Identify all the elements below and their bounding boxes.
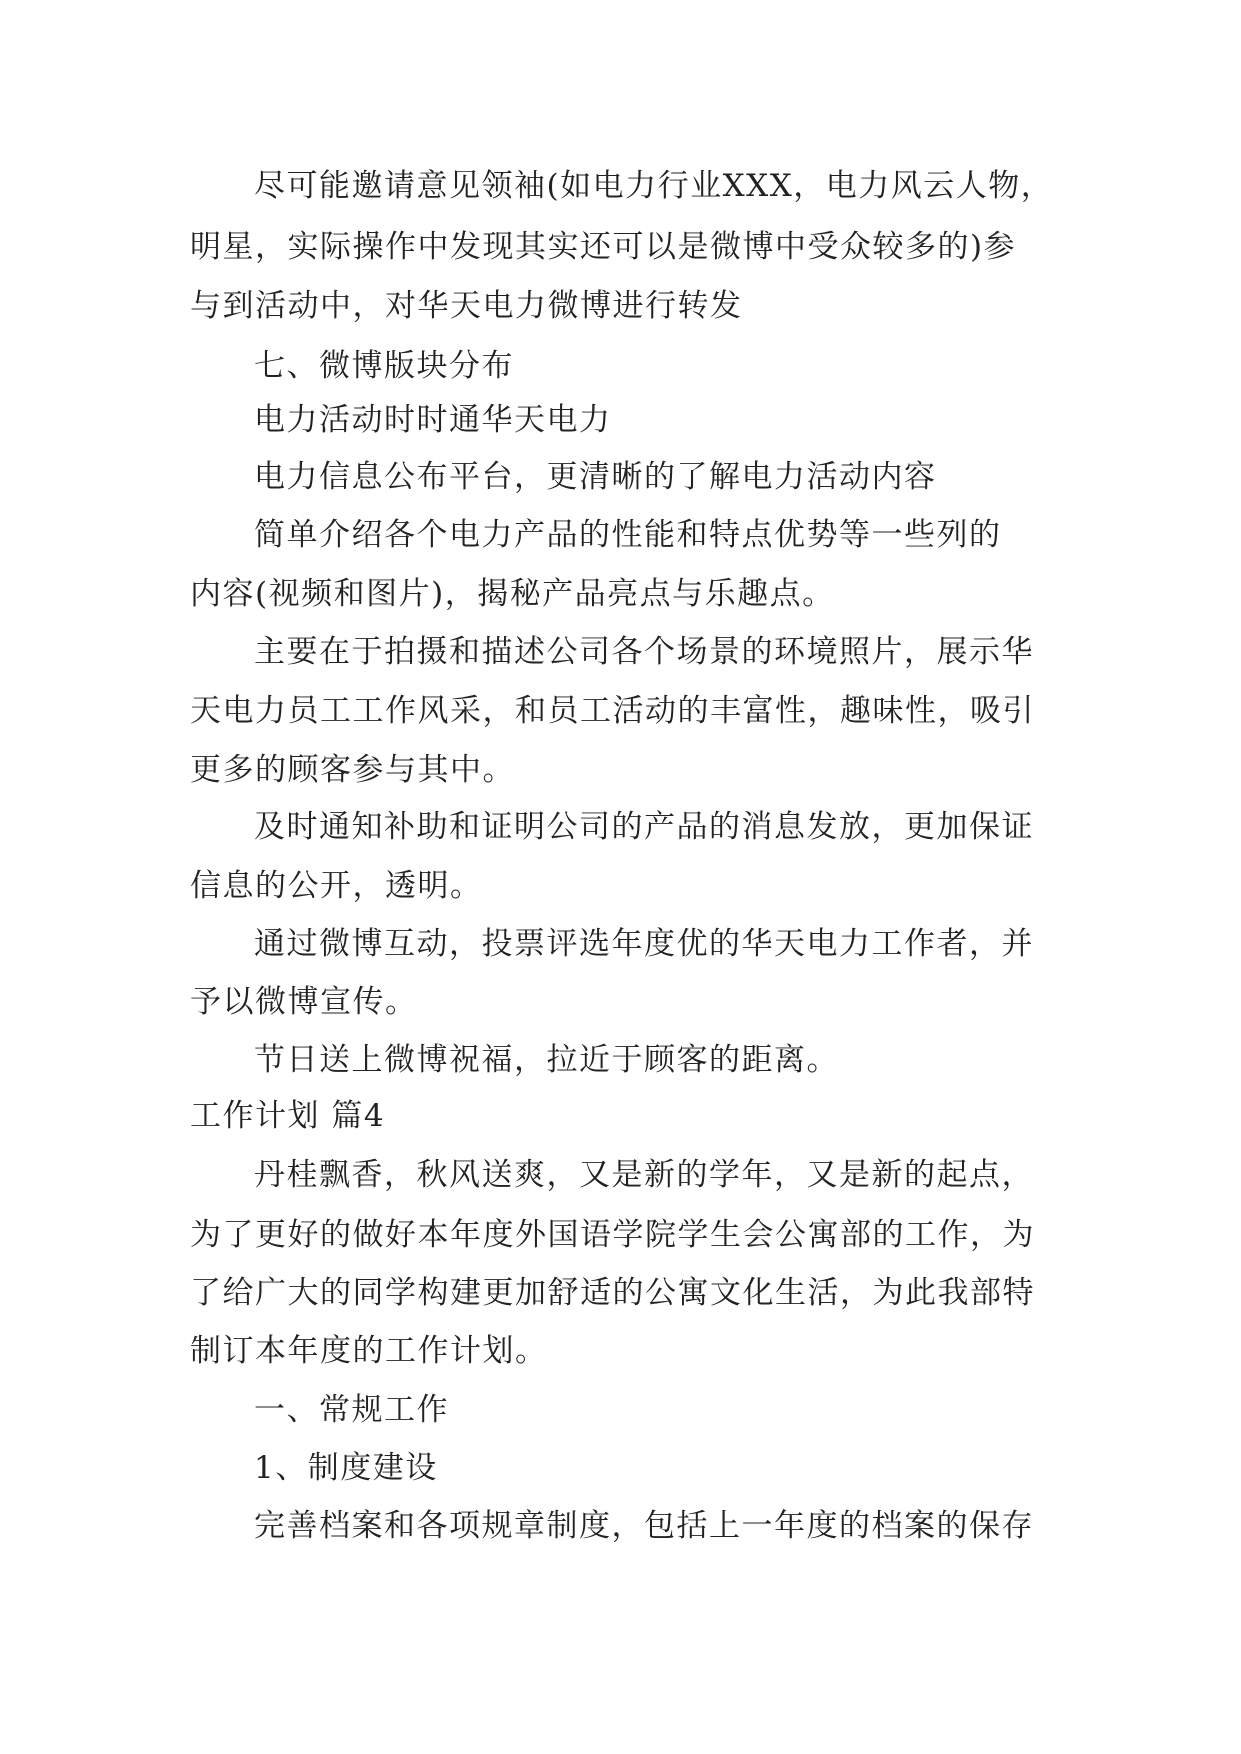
paragraph-line: 通过微博互动，投票评选年度优的华天电力工作者，并 — [254, 926, 1034, 962]
section-title: 工作计划 篇4 — [190, 1098, 386, 1134]
paragraph-line: 更多的顾客参与其中。 — [190, 752, 515, 788]
subsection-heading: 1、制度建设 — [254, 1450, 438, 1486]
paragraph-line: 了给广大的同学构建更加舒适的公寓文化生活，为此我部特 — [190, 1275, 1035, 1311]
paragraph-line: 内容(视频和图片)，揭秘产品亮点与乐趣点。 — [190, 576, 835, 612]
paragraph-line: 为了更好的做好本年度外国语学院学生会公寓部的工作，为 — [190, 1217, 1035, 1253]
paragraph-line: 主要在于拍摄和描述公司各个场景的环境照片，展示华 — [254, 634, 1034, 670]
paragraph-line: 简单介绍各个电力产品的性能和特点优势等一些列的 — [254, 517, 1002, 553]
paragraph-line: 明星，实际操作中发现其实还可以是微博中受众较多的)参 — [190, 229, 1017, 265]
paragraph-line: 尽可能邀请意见领袖(如电力行业XXX，电力风云人物， — [254, 168, 1054, 204]
paragraph-line: 节日送上微博祝福，拉近于顾客的距离。 — [254, 1042, 839, 1078]
paragraph-line: 电力活动时时通华天电力 — [254, 402, 612, 438]
section-heading: 一、常规工作 — [254, 1392, 449, 1428]
paragraph-line: 天电力员工工作风采，和员工活动的丰富性，趣味性，吸引 — [190, 693, 1035, 729]
paragraph-line: 予以微博宣传。 — [190, 984, 418, 1020]
paragraph-line: 丹桂飘香，秋风送爽，又是新的学年，又是新的起点， — [254, 1157, 1034, 1193]
paragraph-line: 与到活动中，对华天电力微博进行转发 — [190, 288, 743, 324]
paragraph-line: 制订本年度的工作计划。 — [190, 1333, 548, 1369]
paragraph-line: 信息的公开，透明。 — [190, 868, 483, 904]
section-heading: 七、微博版块分布 — [254, 348, 514, 384]
paragraph-line: 完善档案和各项规章制度，包括上一年度的档案的保存 — [254, 1508, 1034, 1544]
paragraph-line: 电力信息公布平台，更清晰的了解电力活动内容 — [254, 459, 937, 495]
paragraph-line: 及时通知补助和证明公司的产品的消息发放，更加保证 — [254, 809, 1034, 845]
